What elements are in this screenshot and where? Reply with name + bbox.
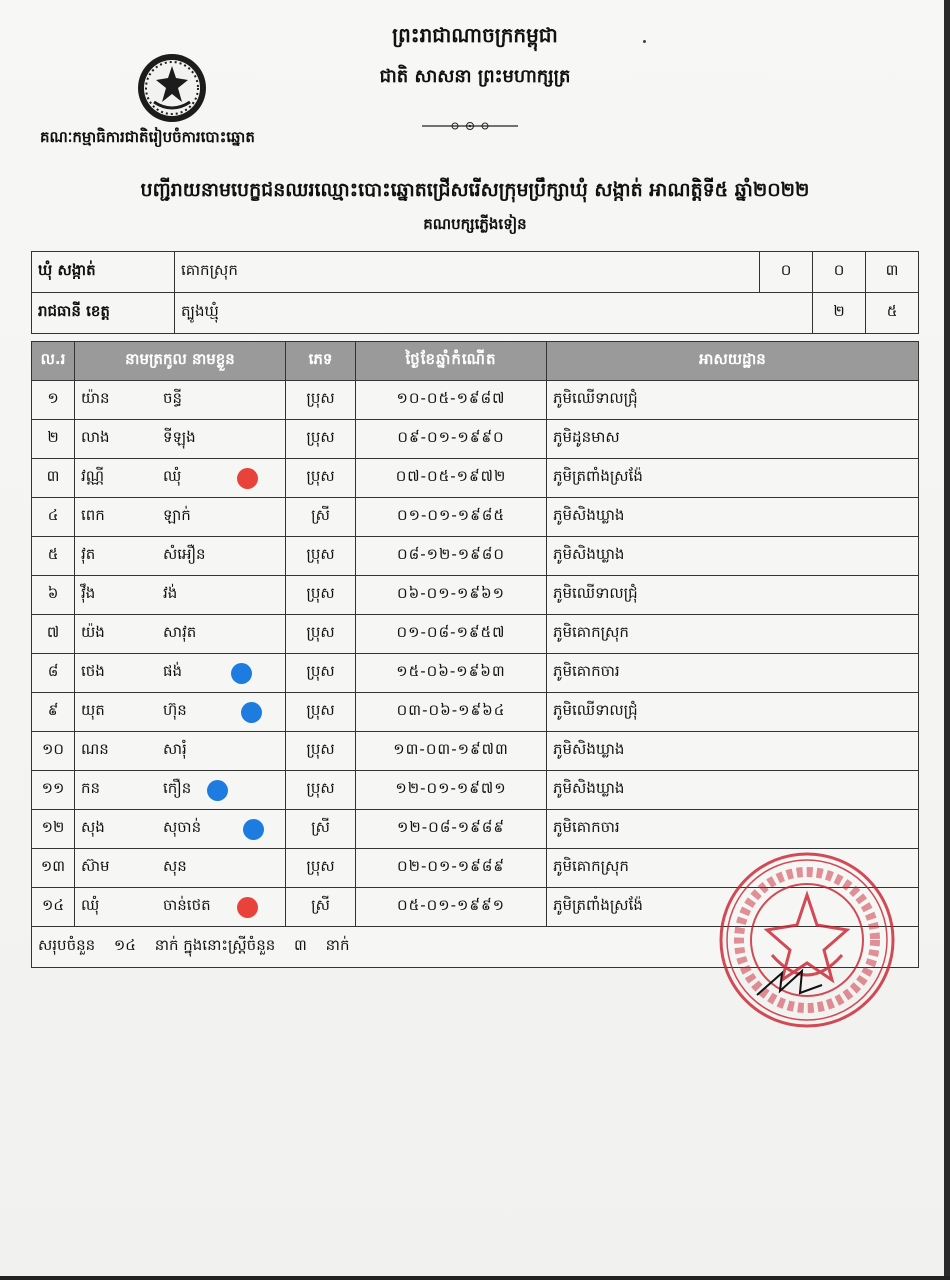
candidate-dob: ០៨-១២-១៩៨០ xyxy=(356,537,547,576)
candidate-sex: ស្រី xyxy=(286,888,356,927)
candidate-dob: ០២-០១-១៩៨៩ xyxy=(356,849,547,888)
table-row xyxy=(32,810,919,849)
candidate-name-cell xyxy=(75,537,286,576)
candidate-dob: ០១-០១-១៩៨៥ xyxy=(356,498,547,537)
table-row xyxy=(32,771,919,810)
candidate-given-name: ចន្ធី xyxy=(163,389,183,407)
candidate-address: ភូមិសិងឃ្លាង xyxy=(547,732,919,771)
candidate-address: ភូមិឈើទាលជ្រុំ xyxy=(547,693,919,732)
table-header-row xyxy=(32,342,919,381)
commune-code-digit: ៣ xyxy=(866,252,919,293)
official-seal-icon xyxy=(712,845,902,1035)
candidate-surname: ពេក xyxy=(81,506,105,524)
row-number: ២ xyxy=(32,420,75,459)
marker-dot-icon xyxy=(237,468,258,489)
candidate-sex: ប្រុស xyxy=(286,459,356,498)
candidate-name-cell xyxy=(75,576,286,615)
candidate-sex: ប្រុស xyxy=(286,849,356,888)
candidate-given-name: សាវុត xyxy=(163,623,197,641)
row-number: ១៤ xyxy=(32,888,75,927)
candidate-name-cell xyxy=(75,654,286,693)
summary-unit-2: នាក់ xyxy=(325,936,350,954)
row-number: ៥ xyxy=(32,537,75,576)
table-row xyxy=(32,381,919,420)
candidate-surname: យុត xyxy=(81,701,105,719)
nec-emblem-icon xyxy=(136,52,208,124)
candidate-given-name: ទីឡុង xyxy=(163,428,196,446)
candidate-given-name: ផង់ xyxy=(163,662,183,680)
candidate-given-name: កឿន xyxy=(163,779,192,797)
row-number: ៦ xyxy=(32,576,75,615)
candidate-address: ភូមិសិងឃ្លាង xyxy=(547,771,919,810)
candidate-given-name: វង់ xyxy=(163,584,178,602)
marker-dot-icon xyxy=(241,702,262,723)
candidate-name-cell xyxy=(75,771,286,810)
candidate-surname: ស៊ាម xyxy=(81,857,110,875)
candidate-surname: វ៉ឹង xyxy=(81,584,96,602)
province-label: រាជធានី ខេត្ត xyxy=(32,293,175,334)
col-dob-header: ថ្ងៃខែឆ្នាំកំណើត xyxy=(356,342,547,381)
candidate-address: ភូមិគោកចារ xyxy=(547,810,919,849)
ornament-divider-icon xyxy=(420,118,520,134)
marker-dot-icon xyxy=(237,897,258,918)
party-name: គណបក្សភ្លើងទៀន xyxy=(423,215,527,233)
candidate-address: ភូមិគោកចារ xyxy=(547,654,919,693)
commune-label: ឃុំ សង្កាត់ xyxy=(32,252,175,293)
table-row xyxy=(32,576,919,615)
kingdom-heading: ព្រះរាជាណាចក្រកម្ពុជា xyxy=(392,23,558,47)
candidate-dob: ១២-០១-១៩៧១ xyxy=(356,771,547,810)
candidate-address: ភូមិគោកស្រុក xyxy=(547,615,919,654)
candidate-dob: ០៩-០១-១៩៩០ xyxy=(356,420,547,459)
committee-name: គណៈកម្មាធិការជាតិរៀបចំការបោះឆ្នោត xyxy=(40,128,255,146)
commune-code-digit: ០ xyxy=(760,252,813,293)
summary-women: ៣ xyxy=(294,936,307,954)
candidate-dob: ០៥-០១-១៩៩១ xyxy=(356,888,547,927)
candidate-surname: សុង xyxy=(81,818,105,836)
location-table xyxy=(31,251,919,334)
marker-dot-icon xyxy=(231,663,252,684)
table-row xyxy=(32,693,919,732)
candidate-name-cell xyxy=(75,615,286,654)
candidate-given-name: សុចាន់ xyxy=(163,818,202,836)
candidate-sex: ស្រី xyxy=(286,810,356,849)
candidate-address: ភូមិឈើទាលជ្រុំ xyxy=(547,381,919,420)
scan-edge-bottom xyxy=(0,1276,950,1280)
candidate-address: ភូមិត្រពាំងស្រង៉ែ xyxy=(547,459,919,498)
summary-total: ១៤ xyxy=(113,936,136,954)
candidate-sex: ប្រុស xyxy=(286,615,356,654)
candidate-address: ភូមិដូនមាស xyxy=(547,420,919,459)
candidate-given-name: សំអឿន xyxy=(163,545,206,563)
candidate-given-name: សុន xyxy=(163,857,187,875)
candidate-surname: យ៉ង xyxy=(81,623,105,641)
marker-dot-icon xyxy=(207,780,228,801)
marker-dot-icon xyxy=(243,819,264,840)
national-motto: ជាតិ សាសនា ព្រះមហាក្សត្រ xyxy=(379,66,571,87)
candidate-surname: យ៉ាន xyxy=(81,389,110,407)
candidate-surname: កន xyxy=(81,779,101,797)
candidate-dob: ១៥-០៦-១៩៦៣ xyxy=(356,654,547,693)
col-address-header: អាសយដ្ឋាន xyxy=(547,342,919,381)
row-number: ១១ xyxy=(32,771,75,810)
table-row xyxy=(32,420,919,459)
candidate-given-name: ឡាក់ xyxy=(163,506,191,524)
candidate-name-cell xyxy=(75,810,286,849)
candidate-name-cell xyxy=(75,459,286,498)
commune-row xyxy=(32,252,919,293)
col-sex-header: ភេទ xyxy=(286,342,356,381)
candidate-sex: ប្រុស xyxy=(286,381,356,420)
province-row xyxy=(32,293,919,334)
candidate-name-cell xyxy=(75,888,286,927)
candidate-sex: ប្រុស xyxy=(286,420,356,459)
candidate-name-cell xyxy=(75,849,286,888)
candidate-address: ភូមិឈើទាលជ្រុំ xyxy=(547,576,919,615)
candidate-sex: ប្រុស xyxy=(286,693,356,732)
row-number: ៩ xyxy=(32,693,75,732)
table-row xyxy=(32,537,919,576)
candidate-surname: វណ្ណី xyxy=(81,467,105,485)
candidate-address: ភូមិត្រពាំងស្រង៉ែ xyxy=(547,888,919,927)
row-number: ៣ xyxy=(32,459,75,498)
candidate-name-cell xyxy=(75,381,286,420)
candidate-address: ភូមិគោកស្រុក xyxy=(547,849,919,888)
table-row xyxy=(32,654,919,693)
row-number: ១៣ xyxy=(32,849,75,888)
row-number: ៨ xyxy=(32,654,75,693)
table-row xyxy=(32,615,919,654)
table-row xyxy=(32,459,919,498)
row-number: ១០ xyxy=(32,732,75,771)
province-code-digit: ៥ xyxy=(866,293,919,334)
candidate-given-name: ចាន់ថេត xyxy=(163,896,211,914)
candidate-sex: ប្រុស xyxy=(286,576,356,615)
candidate-dob: ១៣-០៣-១៩៧៣ xyxy=(356,732,547,771)
candidate-surname: ឈុំ xyxy=(81,896,100,914)
candidate-dob: ១០-០៥-១៩៨៧ xyxy=(356,381,547,420)
candidate-dob: ០១-០៨-១៩៥៧ xyxy=(356,615,547,654)
row-number: ១២ xyxy=(32,810,75,849)
candidate-dob: ១២-០៨-១៩៨៩ xyxy=(356,810,547,849)
candidate-surname: ថេង xyxy=(81,662,105,680)
summary-total-label: សរុបចំនួន xyxy=(38,936,96,954)
province-name: ត្បូងឃ្មុំ xyxy=(175,293,813,334)
row-number: ៧ xyxy=(32,615,75,654)
candidate-address: ភូមិសិងឃ្លាង xyxy=(547,498,919,537)
candidate-name-cell xyxy=(75,693,286,732)
row-number: ១ xyxy=(32,381,75,420)
candidate-name-cell xyxy=(75,732,286,771)
candidate-surname: លាង xyxy=(81,428,110,446)
candidate-dob: ០៣-០៦-១៩៦៤ xyxy=(356,693,547,732)
table-row xyxy=(32,732,919,771)
candidate-dob: ០៦-០១-១៩៦១ xyxy=(356,576,547,615)
candidate-name-cell xyxy=(75,420,286,459)
candidate-address: ភូមិសិងឃ្លាង xyxy=(547,537,919,576)
candidate-sex: ស្រី xyxy=(286,498,356,537)
commune-name: គោកស្រុក xyxy=(175,252,760,293)
candidate-sex: ប្រុស xyxy=(286,732,356,771)
candidate-sex: ប្រុស xyxy=(286,654,356,693)
scan-edge xyxy=(944,0,950,1280)
col-no-header: ល.រ xyxy=(32,342,75,381)
candidate-given-name: សារុំ xyxy=(163,740,187,758)
col-name-header: នាមត្រកូល នាមខ្លួន xyxy=(75,342,286,381)
row-number: ៤ xyxy=(32,498,75,537)
candidate-name-cell xyxy=(75,498,286,537)
document-title: បញ្ជីរាយនាមបេក្ខជនឈរឈ្មោះបោះឆ្នោតជ្រើសរើសក្រុមប្រឹក្សាឃុំ សង្កាត់ អាណត្តិទី៥ ឆ្នាំ២០២២ xyxy=(140,179,810,201)
table-row xyxy=(32,498,919,537)
candidate-given-name: ហ៊ុន xyxy=(163,701,187,719)
candidate-given-name: ឈុំ xyxy=(163,467,182,485)
candidate-dob: ០៧-០៥-១៩៧២ xyxy=(356,459,547,498)
province-code-digit: ២ xyxy=(813,293,866,334)
candidate-sex: ប្រុស xyxy=(286,537,356,576)
commune-code-digit: ០ xyxy=(813,252,866,293)
candidate-sex: ប្រុស xyxy=(286,771,356,810)
candidate-surname: វុត xyxy=(81,545,96,563)
candidate-surname: ណន xyxy=(81,740,109,758)
summary-unit: នាក់ ក្នុងនោះស្ត្រីចំនួន xyxy=(154,936,276,954)
